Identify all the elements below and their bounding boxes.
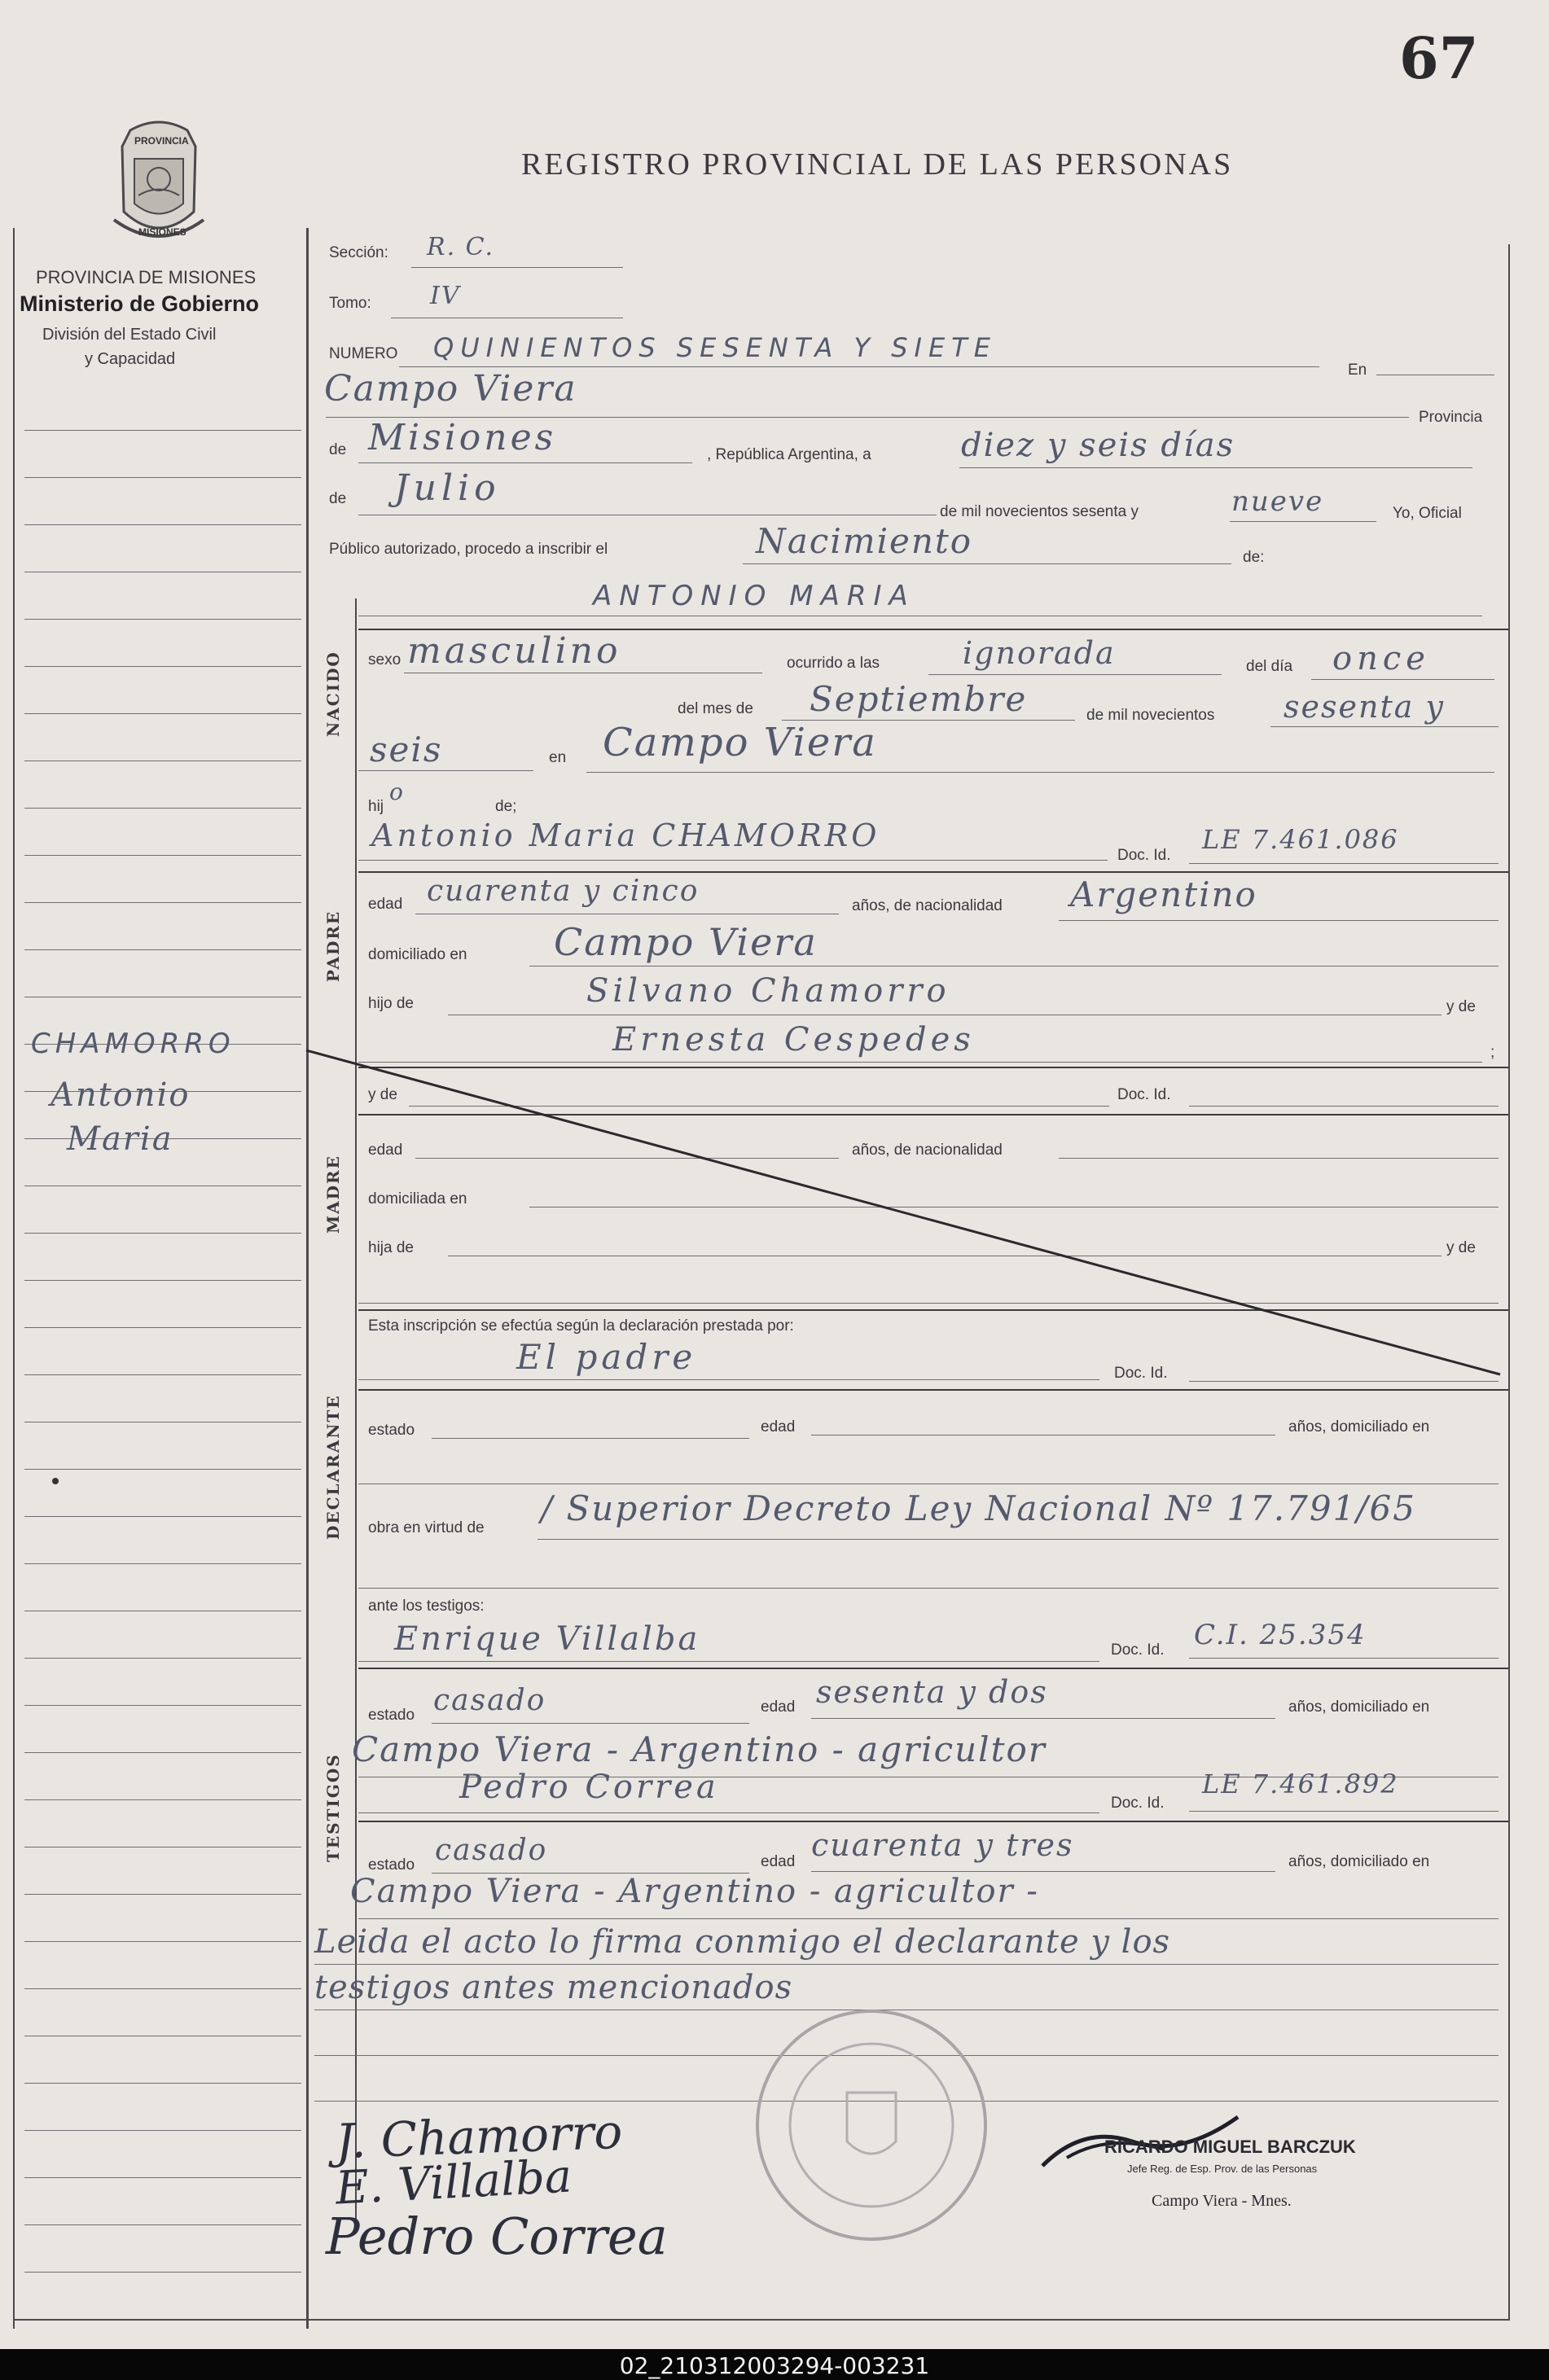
value-padre-y-de: Ernesta Cespedes — [612, 1021, 975, 1059]
value-testigo1-estado: casado — [433, 1684, 546, 1717]
line-obra-2 — [358, 1588, 1499, 1589]
label-republica: , República Argentina, a — [707, 446, 871, 463]
label-madre-doc: Doc. Id. — [1117, 1086, 1171, 1103]
margin-rule-line — [24, 1752, 301, 1753]
label-testigo1-doc: Doc. Id. — [1111, 1641, 1165, 1659]
margin-surname: CHAMORRO — [31, 1028, 235, 1060]
value-testigo1: Enrique Villalba — [394, 1620, 700, 1658]
value-testigo2: Pedro Correa — [459, 1769, 719, 1806]
label-publico: Público autorizado, procedo a inscribir el — [329, 541, 608, 558]
value-padre-nac: Argentino — [1070, 874, 1257, 914]
value-padre-dom: Campo Viera — [554, 920, 818, 964]
page-number: 67 — [1399, 24, 1479, 92]
value-testigo1-doc: C.I. 25.354 — [1194, 1619, 1367, 1651]
label-yo-oficial: Yo, Oficial — [1393, 505, 1462, 522]
label-declarante-estado: estado — [368, 1422, 415, 1439]
label-en-lugar: en — [549, 749, 567, 766]
margin-rule-line — [24, 1894, 301, 1895]
section-testigos: TESTIGOS — [323, 1753, 343, 1862]
value-provincia: Misiones — [368, 417, 557, 458]
section-nacido: NACIDO — [323, 651, 343, 737]
line-testigo2 — [358, 1812, 1099, 1813]
value-testigo1-dom: Campo Viera - Argentino - agricultor — [352, 1729, 1047, 1769]
label-del-mes: del mes de — [678, 700, 753, 717]
value-hora: ignorada — [963, 635, 1116, 671]
label-ante: ante los testigos: — [368, 1598, 485, 1615]
label-madre-edad: edad — [368, 1142, 403, 1159]
value-anio-nac-1: sesenta y — [1284, 689, 1445, 725]
label-declaracion: Esta inscripción se efectúa según la declaración prestada por: — [368, 1317, 794, 1335]
label-padre-edad: edad — [368, 896, 403, 913]
org-line1: PROVINCIA DE MISIONES — [36, 267, 257, 287]
emblem-bottom-text: MISIONES — [138, 226, 186, 238]
label-padre-nac: años, de nacionalidad — [852, 897, 1003, 914]
label-del-dia: del día — [1246, 658, 1293, 675]
label-tomo: Tomo: — [329, 295, 371, 312]
value-dia-nac: once — [1332, 640, 1430, 677]
line-declarante-estado — [432, 1438, 749, 1439]
label-de-mil: de mil novecientos sesenta y — [940, 503, 1139, 520]
line-testigo1-doc — [1189, 1658, 1499, 1659]
label-seccion: Sección: — [329, 244, 388, 261]
value-hijo-suffix: o — [389, 778, 405, 805]
official-stamp-name: RICARDO MIGUEL BARCZUK — [1104, 2137, 1356, 2157]
label-padre-dom: domiciliado en — [368, 946, 467, 963]
file-name-bar — [0, 2349, 1549, 2380]
value-dia: diez y seis días — [961, 427, 1235, 464]
margin-rule-line — [24, 2083, 301, 2084]
official-stamp-role: Jefe Reg. de Esp. Prov. de las Personas — [1127, 2163, 1318, 2175]
label-madre-nac: años, de nacionalidad — [852, 1142, 1003, 1159]
value-lugar-nac: Campo Viera — [603, 720, 877, 765]
label-testigo2-edad: edad — [761, 1853, 796, 1870]
section-declarante: DECLARANTE — [323, 1394, 343, 1540]
section-madre: MADRE — [323, 1155, 343, 1234]
line-testigo1 — [358, 1661, 1099, 1662]
line-leida-1 — [314, 1964, 1499, 1965]
label-de-mil-nov: de mil novecientos — [1086, 707, 1215, 724]
section-padre: PADRE — [323, 909, 343, 983]
margin-rule-line — [24, 1658, 301, 1659]
form-bottom-rule — [13, 2319, 1508, 2321]
label-padre-hijo-de: hijo de — [368, 995, 414, 1012]
signature-2: E. Villalba — [334, 2150, 573, 2216]
value-padre-doc: LE 7.461.086 — [1202, 824, 1399, 855]
value-testigo2-dom: Campo Viera - Argentino - agricultor - — [350, 1873, 1039, 1910]
label-de-colon: de: — [1243, 549, 1265, 566]
label-testigo1-edad: edad — [761, 1698, 796, 1716]
value-leida-1: Leida el acto lo firma conmigo el declarante y los — [314, 1923, 1171, 1961]
label-madre-y-de: y de — [368, 1086, 397, 1103]
value-anio-nac-2: seis — [370, 730, 443, 769]
value-mes-nac: Septiembre — [810, 679, 1028, 719]
label-en: En — [1348, 362, 1367, 379]
label-declarante-doc: Doc. Id. — [1114, 1365, 1168, 1382]
label-sexo: sexo — [368, 651, 402, 668]
label-de-mes: de — [329, 490, 347, 507]
margin-given-name-1: Antonio — [50, 1076, 191, 1114]
label-testigo2-doc: Doc. Id. — [1111, 1795, 1165, 1812]
label-ocurrido: ocurrido a las — [787, 655, 880, 672]
value-obra: / Superior Decreto Ley Nacional Nº 17.791/65 — [541, 1488, 1416, 1528]
value-padre-nombre: Antonio Maria CHAMORRO — [371, 817, 880, 853]
label-madre-dom: domiciliada en — [368, 1190, 467, 1208]
label-declarante-anos: años, domiciliado en — [1288, 1418, 1430, 1435]
line-obra — [538, 1539, 1499, 1540]
value-padre-edad: cuarenta y cinco — [427, 874, 700, 908]
value-testigo2-doc: LE 7.461.892 — [1202, 1769, 1399, 1799]
line-testigo2-dom — [358, 1918, 1499, 1919]
label-testigo1-anos: años, domiciliado en — [1288, 1698, 1430, 1716]
official-stamp-place: Campo Viera - Mnes. — [1152, 2192, 1292, 2210]
org-line2: Ministerio de Gobierno — [20, 291, 260, 316]
label-provincia: Provincia — [1419, 409, 1483, 426]
value-tomo: IV — [430, 282, 461, 310]
rule-testigos-top — [358, 1668, 1508, 1669]
org-line4: y Capacidad — [85, 350, 176, 368]
margin-rule-line — [24, 2177, 301, 2178]
margin-rule-line — [24, 1799, 301, 1800]
margin-given-name-2: Maria — [67, 1120, 173, 1158]
value-tipo: Nacimiento — [756, 521, 973, 561]
margin-rule-line — [24, 2224, 301, 2225]
value-seccion: R. C. — [427, 233, 495, 261]
label-obra: obra en virtud de — [368, 1519, 485, 1536]
value-anio: nueve — [1231, 485, 1324, 518]
label-hijo: hij — [368, 798, 384, 815]
label-testigo2-anos: años, domiciliado en — [1288, 1853, 1430, 1870]
label-padre-y-de: y de — [1446, 998, 1476, 1015]
line-declarante-doc — [1189, 1381, 1499, 1382]
value-declarante: El padre — [516, 1337, 697, 1377]
value-lugar: Campo Viera — [324, 368, 577, 410]
label-padre-doc: Doc. Id. — [1117, 847, 1171, 864]
label-numero: NUMERO — [329, 345, 398, 362]
label-madre-y-de-2: y de — [1446, 1239, 1476, 1256]
file-name-label: 02_210312003294-003231 — [619, 2352, 930, 2379]
line-testigo1-estado — [432, 1723, 749, 1724]
value-leida-2: testigos antes mencionados — [314, 1969, 793, 2006]
label-testigo2-estado: estado — [368, 1856, 415, 1874]
line-declarante — [358, 1379, 1099, 1380]
margin-rule-line — [24, 1705, 301, 1706]
value-testigo2-edad: cuarenta y tres — [811, 1827, 1074, 1863]
value-padre-hijo-de: Silvano Chamorro — [586, 972, 950, 1010]
value-testigo2-estado: casado — [435, 1834, 548, 1867]
line-testigo1-edad — [811, 1718, 1275, 1719]
margin-rule-line — [24, 1988, 301, 1989]
rule-declarante-top — [358, 1389, 1508, 1391]
value-sexo: masculino — [407, 630, 621, 672]
margin-rule-line — [24, 2130, 301, 2131]
value-testigo1-edad: sesenta y dos — [816, 1674, 1048, 1710]
signature-3: Pedro Correa — [326, 2207, 668, 2266]
margin-rule-line — [24, 1941, 301, 1942]
label-madre-hija-de: hija de — [368, 1239, 414, 1256]
margin-rule-line — [24, 2272, 301, 2273]
value-mes: Julio — [394, 467, 501, 509]
line-testigo2-edad — [811, 1871, 1275, 1872]
value-numero: QUINIENTOS SESENTA Y SIETE — [433, 332, 997, 363]
label-de-semi: de; — [495, 798, 517, 815]
emblem-top-text: PROVINCIA — [134, 135, 189, 147]
label-declarante-edad: edad — [761, 1418, 796, 1435]
org-line3: División del Estado Civil — [42, 326, 217, 344]
line-testigo2-doc — [1189, 1811, 1499, 1812]
label-de-provincia: de — [329, 441, 347, 458]
label-testigo1-estado: estado — [368, 1707, 415, 1724]
label-padre-semicolon: ; — [1490, 1044, 1495, 1061]
signature-1: J. Chamorro — [334, 2103, 624, 2170]
registry-seal-icon — [749, 2003, 994, 2247]
rule-testigo2-top — [358, 1821, 1508, 1822]
page-title: REGISTRO PROVINCIAL DE LAS PERSONAS — [521, 147, 1234, 182]
value-nombre: ANTONIO MARIA — [593, 580, 915, 612]
